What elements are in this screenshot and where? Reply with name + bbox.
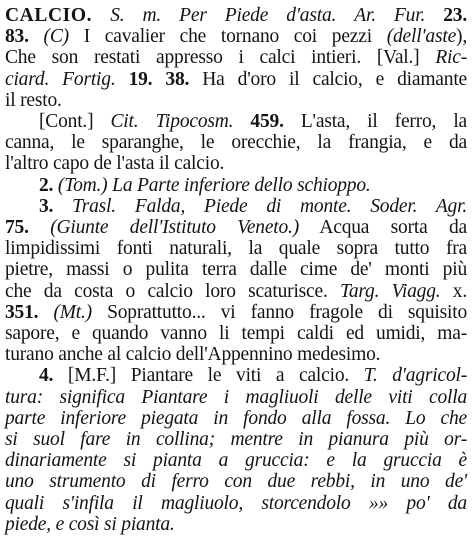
- text-segment: CALCIO.: [5, 5, 93, 26]
- text-segment: il resto.: [5, 89, 62, 111]
- text-segment: sapore, e quando vanno li tempi caldi ed umidi, ma-: [5, 323, 467, 344]
- text-segment: Ric-: [435, 47, 467, 69]
- text-segment: Soprattutto... vi fanno fragole di squisito: [91, 301, 467, 323]
- text-segment: [92, 5, 110, 26]
- text-segment: Ha d'oro il calcio, e diamante: [189, 68, 467, 90]
- text-segment: (Giunte dell'Istituto Veneto.): [50, 217, 300, 238]
- text-segment: (C): [43, 26, 69, 48]
- text-segment: (Tom.): [57, 174, 108, 196]
- text-segment: ),: [456, 26, 467, 48]
- text-segment: x.: [440, 280, 468, 302]
- text-segment: I cavalier che tornano coi pezzi: [68, 26, 387, 48]
- text-segment: dinariamente si pianta a gruccia: e la gruccia è: [5, 450, 467, 472]
- text-segment: Targ. Viagg.: [339, 280, 441, 302]
- text-segment: l'altro capo de l'asta il calcio.: [5, 153, 225, 175]
- text-segment: turano anche al calcio dell'Appennino medesimo.: [5, 344, 381, 366]
- text-segment: [425, 5, 443, 26]
- text-segment: La Parte inferiore dello schioppo.: [112, 174, 371, 196]
- text-segment: (dell'aste: [386, 26, 457, 48]
- text-line: [5, 513, 175, 537]
- text-segment: Ar. Fur.: [354, 5, 426, 26]
- text-segment: ciard. Fortig.: [5, 68, 116, 90]
- text-segment: Che son restati appresso i calci intieri. [Val.]: [5, 47, 436, 69]
- text-segment: 2.: [39, 174, 54, 196]
- text-segment: uno strumento di ferro con due rebbi, in uno de': [5, 471, 467, 493]
- text-segment: pietre, massi o pulita terra dalle cime de' monti più: [5, 259, 467, 281]
- text-segment: [336, 5, 354, 26]
- text-segment: 19. 38.: [128, 68, 190, 90]
- text-segment: quali s'infila il magliuolo, storcendolo »» po' da: [5, 492, 467, 514]
- text-segment: 83.: [5, 26, 44, 48]
- text-segment: 459.: [250, 111, 284, 132]
- text-line: [5, 68, 467, 92]
- text-segment: [29, 217, 50, 238]
- text-segment: che da costa o calcio loro scaturisce.: [5, 280, 340, 302]
- text-segment: canna, le sparanghe, le orecchie, la frangia, e da: [5, 132, 467, 154]
- text-segment: [Cont.]: [39, 111, 111, 132]
- text-segment: Trasl. Falda, Piede di monte. Soder. Agr.: [72, 195, 467, 217]
- text-segment: parte inferiore piegata in fondo alla fossa. Lo che: [5, 407, 467, 429]
- text-segment: [116, 69, 129, 90]
- text-segment: S. m.: [110, 5, 162, 26]
- text-segment: [M.F.] Piantare le viti a calcio.: [53, 365, 364, 387]
- text-segment: 351.: [5, 301, 39, 323]
- text-segment: si suol fare in collina; mentre in pianura più or-: [5, 429, 467, 450]
- text-segment: Per Piede d'asta.: [179, 5, 337, 26]
- text-segment: [53, 196, 72, 217]
- text-segment: limpidissimi fonti naturali, la quale sopra tutto fra: [5, 238, 467, 260]
- text-segment: [233, 111, 250, 132]
- text-segment: 23.: [443, 5, 467, 26]
- text-segment: Acqua sorta da: [299, 217, 467, 238]
- text-segment: [38, 302, 53, 323]
- text-segment: 4.: [39, 365, 54, 387]
- text-segment: 75.: [5, 217, 29, 238]
- text-segment: T. d'agricol-: [363, 365, 468, 387]
- text-segment: [161, 5, 179, 26]
- text-segment: Cit. Tipocosm.: [110, 111, 234, 132]
- text-segment: (Mt.): [53, 301, 92, 323]
- text-segment: tura: significa Piantare i magliuoli delle viti colla: [5, 386, 467, 408]
- text-segment: L'asta, il ferro, la: [283, 111, 467, 132]
- text-segment: piede, e così si pianta.: [5, 513, 175, 535]
- text-segment: 3.: [39, 195, 54, 217]
